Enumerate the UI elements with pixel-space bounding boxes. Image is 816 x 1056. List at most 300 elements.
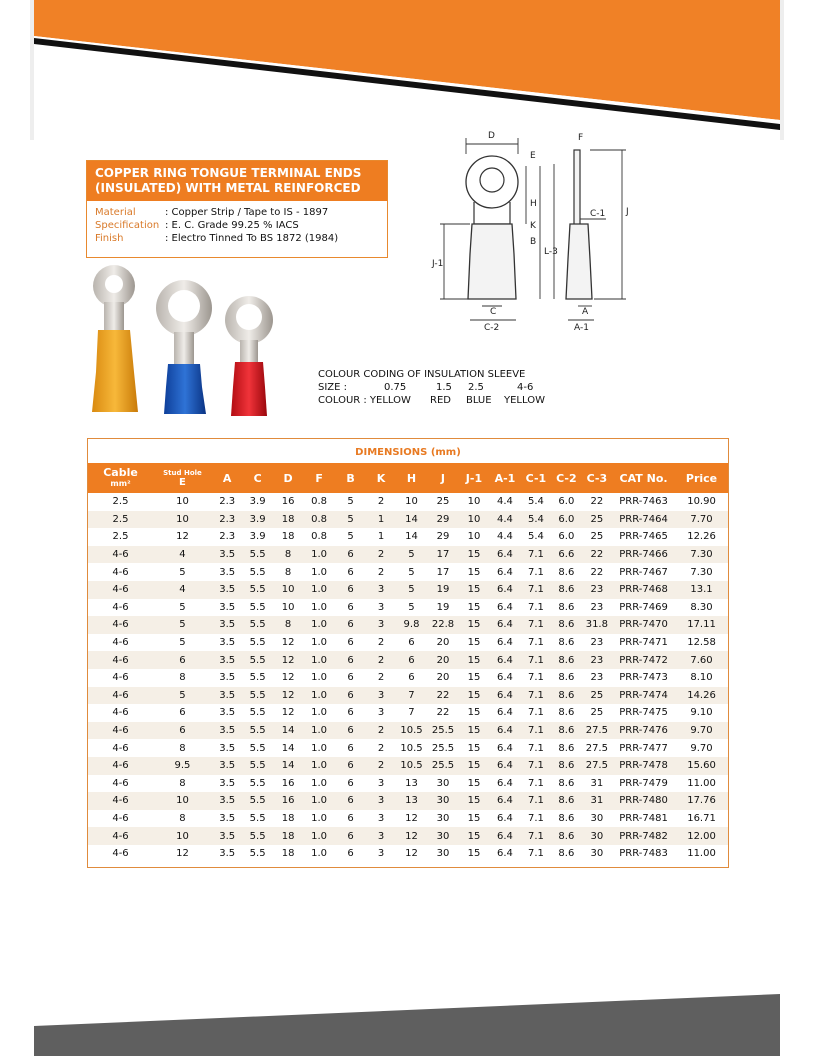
table-cell: 7.70 bbox=[675, 511, 728, 529]
table-cell: 12 bbox=[405, 812, 418, 824]
table-cell: 7.1 bbox=[527, 707, 544, 719]
table-cell: 3.5 bbox=[219, 672, 236, 684]
table-cell: 2 bbox=[377, 566, 385, 578]
table-cell: 15 bbox=[459, 827, 489, 845]
table-cell: PRR-7474 bbox=[612, 687, 675, 705]
table-cell: PRR-7482 bbox=[612, 827, 675, 845]
table-cell: 7.1 bbox=[527, 672, 544, 684]
table-cell: 12 bbox=[281, 707, 295, 719]
table-cell: 3 bbox=[366, 792, 395, 810]
table-cell: 15 bbox=[467, 672, 481, 684]
table-cell: 30 bbox=[436, 812, 450, 824]
table-cell: 8.6 bbox=[551, 722, 581, 740]
table-cell: 7.1 bbox=[521, 546, 551, 564]
colour-coding-heading: COLOUR CODING OF INSULATION SLEEVE bbox=[318, 369, 526, 380]
table-cell: 30 bbox=[436, 777, 450, 789]
table-header-row bbox=[88, 463, 728, 493]
table-cell: 3.5 bbox=[219, 566, 236, 578]
table-cell: 14 bbox=[273, 722, 303, 740]
label-a1: A-1 bbox=[574, 323, 589, 333]
table-cell: 6.6 bbox=[551, 546, 581, 564]
table-cell: 31 bbox=[590, 777, 604, 789]
table-cell: 25.5 bbox=[427, 757, 458, 775]
table-cell: 6 bbox=[179, 707, 186, 719]
table-cell: 2 bbox=[377, 742, 385, 754]
table-cell: 27.5 bbox=[585, 742, 608, 754]
table-cell: 31.8 bbox=[582, 616, 612, 634]
table-cell: 1.0 bbox=[303, 687, 334, 705]
table-cell: 25 bbox=[582, 687, 612, 705]
label-c1: C-1 bbox=[590, 209, 606, 219]
table-cell: 5.5 bbox=[249, 777, 266, 789]
table-cell: 8.6 bbox=[551, 581, 581, 599]
table-cell: 7.1 bbox=[521, 687, 551, 705]
table-cell: 1.0 bbox=[303, 546, 334, 564]
table-cell: 10.5 bbox=[396, 722, 427, 740]
table-cell: 6.4 bbox=[496, 848, 513, 860]
header-c: C bbox=[242, 463, 272, 493]
table-cell: PRR-7475 bbox=[619, 707, 668, 719]
table-cell: 8.6 bbox=[558, 812, 575, 824]
table-cell: 3 bbox=[366, 581, 395, 599]
table-cell: 30 bbox=[590, 812, 604, 824]
header-c1: C-1 bbox=[521, 463, 551, 493]
table-cell: 7.1 bbox=[521, 581, 551, 599]
table-cell: PRR-7477 bbox=[619, 742, 668, 754]
table-cell: 11.00 bbox=[687, 777, 716, 789]
colour-coding bbox=[318, 368, 545, 407]
table-caption: DIMENSIONS (mm) bbox=[355, 447, 461, 458]
table-cell: 3.5 bbox=[219, 777, 236, 789]
table-cell: 12 bbox=[273, 651, 303, 669]
table-cell: 7 bbox=[396, 687, 427, 705]
table-cell: 3.5 bbox=[219, 742, 236, 754]
table-cell: 5 bbox=[179, 566, 186, 578]
table-cell: 14 bbox=[396, 511, 427, 529]
table-cell: 12.00 bbox=[675, 827, 728, 845]
table-cell: 30 bbox=[590, 848, 604, 860]
table-cell: 2.5 bbox=[88, 511, 153, 529]
table-cell: 5.5 bbox=[242, 757, 272, 775]
table-cell: 8.6 bbox=[558, 601, 575, 613]
table-cell: 18 bbox=[281, 812, 295, 824]
table-cell: 13 bbox=[405, 777, 418, 789]
table-cell: 5.5 bbox=[249, 672, 266, 684]
table-row bbox=[88, 616, 728, 634]
table-cell: 2.5 bbox=[112, 531, 129, 543]
table-cell: 0.8 bbox=[311, 496, 328, 508]
table-cell: 4-6 bbox=[88, 687, 153, 705]
table-cell: 1.0 bbox=[303, 616, 334, 634]
table-cell: 3.9 bbox=[249, 496, 266, 508]
table-cell: 4-6 bbox=[112, 848, 129, 860]
table-cell: 9.70 bbox=[675, 722, 728, 740]
table-cell: PRR-7468 bbox=[612, 581, 675, 599]
header-j1: J-1 bbox=[459, 463, 489, 493]
table-row bbox=[88, 845, 728, 863]
table-cell: 22 bbox=[590, 496, 604, 508]
table-cell: 12 bbox=[273, 687, 303, 705]
table-cell: 12 bbox=[281, 672, 295, 684]
table-cell: 23 bbox=[582, 651, 612, 669]
table-cell: 23 bbox=[590, 672, 604, 684]
table-cell: 25 bbox=[590, 707, 604, 719]
table-cell: 3.5 bbox=[212, 757, 242, 775]
table-row bbox=[88, 528, 728, 546]
product-title-box bbox=[86, 160, 388, 258]
table-cell: 3.9 bbox=[249, 531, 266, 543]
spec-finish: Finish : Electro Tinned To BS 1872 (1984) bbox=[95, 233, 339, 244]
table-cell: 5 bbox=[408, 566, 415, 578]
table-cell: 17.76 bbox=[675, 792, 728, 810]
table-cell: PRR-7473 bbox=[619, 672, 668, 684]
table-cell: 5.5 bbox=[249, 637, 266, 649]
header-b: B bbox=[335, 463, 366, 493]
table-row bbox=[88, 687, 728, 705]
header-c3: C-3 bbox=[582, 463, 612, 493]
table-cell: 1.0 bbox=[311, 812, 328, 824]
table-cell: 6 bbox=[335, 546, 366, 564]
table-cell: 8 bbox=[179, 812, 186, 824]
table-cell: 7.1 bbox=[521, 792, 551, 810]
table-cell: 15.60 bbox=[675, 757, 728, 775]
table-row bbox=[88, 827, 728, 845]
table-cell: 6 bbox=[408, 672, 415, 684]
table-cell: 5.5 bbox=[249, 601, 266, 613]
table-cell: 10 bbox=[153, 792, 212, 810]
table-cell: 5.5 bbox=[242, 827, 272, 845]
table-cell: 1.0 bbox=[311, 707, 328, 719]
table-cell: 1.0 bbox=[311, 848, 328, 860]
table-cell: 3 bbox=[377, 707, 385, 719]
table-cell: 14.26 bbox=[675, 687, 728, 705]
label-l3: L-3 bbox=[544, 247, 558, 257]
table-cell: 10.5 bbox=[396, 757, 427, 775]
blue-terminal bbox=[156, 280, 212, 414]
table-cell: 2 bbox=[377, 637, 385, 649]
table-cell: 3.9 bbox=[242, 511, 272, 529]
table-cell: 1.0 bbox=[311, 637, 328, 649]
table-cell: 7.60 bbox=[675, 651, 728, 669]
table-cell: 6 bbox=[396, 651, 427, 669]
table-cell: 4.4 bbox=[496, 531, 513, 543]
table-cell: PRR-7467 bbox=[619, 566, 668, 578]
table-cell: 7.1 bbox=[521, 757, 551, 775]
table-cell: 5.5 bbox=[242, 651, 272, 669]
table-cell: 5.5 bbox=[242, 546, 272, 564]
table-cell: 6 bbox=[335, 581, 366, 599]
table-cell: 1.0 bbox=[311, 742, 328, 754]
table-cell: 0.8 bbox=[311, 531, 328, 543]
table-cell: 15 bbox=[459, 722, 489, 740]
table-cell: 6 bbox=[335, 792, 366, 810]
table-cell: 12.26 bbox=[687, 531, 716, 543]
table-cell: 1.0 bbox=[311, 672, 328, 684]
header-price: Price bbox=[675, 463, 728, 493]
table-cell: 12 bbox=[396, 827, 427, 845]
table-cell: PRR-7480 bbox=[612, 792, 675, 810]
product-photo bbox=[84, 262, 280, 428]
table-cell: 6 bbox=[347, 566, 354, 578]
table-cell: 25.5 bbox=[431, 742, 455, 754]
label-c2: C-2 bbox=[484, 323, 500, 333]
table-cell: 6 bbox=[347, 707, 354, 719]
table-cell: 6 bbox=[335, 827, 366, 845]
table-cell: 7.1 bbox=[521, 827, 551, 845]
table-cell: PRR-7481 bbox=[619, 812, 668, 824]
table-cell: 7.1 bbox=[527, 812, 544, 824]
spec-list bbox=[87, 201, 387, 245]
table-body bbox=[88, 493, 728, 862]
header-c2: C-2 bbox=[551, 463, 581, 493]
table-cell: 6.4 bbox=[496, 742, 513, 754]
table-cell: 2 bbox=[377, 496, 385, 508]
table-cell: 3.5 bbox=[212, 687, 242, 705]
table-cell: 2.5 bbox=[112, 496, 129, 508]
header-f: F bbox=[303, 463, 334, 493]
table-cell: 14 bbox=[273, 757, 303, 775]
table-cell: 5 bbox=[153, 616, 212, 634]
table-cell: 5.5 bbox=[242, 792, 272, 810]
table-cell: 16 bbox=[281, 777, 295, 789]
table-cell: 5 bbox=[396, 546, 427, 564]
table-cell: 5.4 bbox=[527, 531, 544, 543]
table-row bbox=[88, 704, 728, 722]
table-row bbox=[88, 651, 728, 669]
table-cell: 23 bbox=[582, 581, 612, 599]
table-cell: 10.5 bbox=[400, 742, 423, 754]
table-cell: 5 bbox=[153, 687, 212, 705]
table-cell: 25 bbox=[590, 531, 604, 543]
table-cell: 3.5 bbox=[212, 722, 242, 740]
table-cell: 7.1 bbox=[527, 777, 544, 789]
table-cell: 20 bbox=[427, 651, 458, 669]
table-cell: PRR-7478 bbox=[612, 757, 675, 775]
table-cell: 6.4 bbox=[496, 566, 513, 578]
table-cell: 3 bbox=[377, 601, 385, 613]
table-cell: 6 bbox=[335, 616, 366, 634]
table-cell: 16 bbox=[273, 792, 303, 810]
table-cell: 8.6 bbox=[551, 687, 581, 705]
table-cell: 6 bbox=[347, 848, 354, 860]
product-title: COPPER RING TONGUE TERMINAL ENDS (INSULATED) WITH METAL REINFORCED bbox=[87, 161, 387, 201]
table-row bbox=[88, 669, 728, 687]
table-cell: 3.5 bbox=[212, 792, 242, 810]
table-cell: 1.0 bbox=[303, 792, 334, 810]
table-cell: 3 bbox=[366, 687, 395, 705]
table-cell: 15 bbox=[467, 601, 481, 613]
table-cell: 2.3 bbox=[219, 496, 236, 508]
table-cell: 8.6 bbox=[551, 651, 581, 669]
table-cell: 4-6 bbox=[88, 616, 153, 634]
table-cell: 6 bbox=[347, 601, 354, 613]
label-a: A bbox=[582, 307, 589, 317]
table-cell: 6.4 bbox=[496, 707, 513, 719]
table-row bbox=[88, 581, 728, 599]
table-cell: 8.6 bbox=[558, 637, 575, 649]
table-cell: 4-6 bbox=[88, 722, 153, 740]
table-cell: 3.5 bbox=[212, 581, 242, 599]
table-cell: 6.4 bbox=[489, 827, 520, 845]
table-cell: 15 bbox=[459, 757, 489, 775]
table-cell: 5.5 bbox=[242, 616, 272, 634]
table-cell: 0.8 bbox=[303, 511, 334, 529]
table-cell: 20 bbox=[436, 637, 450, 649]
table-cell: 8 bbox=[179, 742, 186, 754]
table-cell: 8 bbox=[179, 672, 186, 684]
table-cell: 15 bbox=[459, 687, 489, 705]
table-cell: 17 bbox=[427, 546, 458, 564]
table-cell: 4-6 bbox=[112, 742, 129, 754]
table-cell: 23 bbox=[590, 637, 604, 649]
table-cell: 10 bbox=[153, 827, 212, 845]
table-cell: 4-6 bbox=[112, 812, 129, 824]
table-cell: 5.5 bbox=[249, 812, 266, 824]
table-cell: 6.4 bbox=[489, 757, 520, 775]
table-cell: 12 bbox=[281, 637, 295, 649]
table-cell: 10 bbox=[467, 496, 481, 508]
table-cell: 5 bbox=[408, 601, 415, 613]
table-cell: 9.10 bbox=[690, 707, 713, 719]
table-cell: 17.11 bbox=[675, 616, 728, 634]
table-cell: 2 bbox=[366, 757, 395, 775]
table-cell: 1.0 bbox=[303, 722, 334, 740]
table-cell: 1.0 bbox=[303, 827, 334, 845]
table-row bbox=[88, 493, 728, 511]
table-cell: PRR-7470 bbox=[612, 616, 675, 634]
table-cell: 15 bbox=[459, 616, 489, 634]
label-c: C bbox=[490, 307, 497, 317]
table-cell: 15 bbox=[459, 581, 489, 599]
header-j: J bbox=[427, 463, 458, 493]
table-cell: 18 bbox=[281, 531, 295, 543]
table-cell: 3 bbox=[366, 827, 395, 845]
table-cell: 20 bbox=[436, 672, 450, 684]
table-cell: PRR-7479 bbox=[619, 777, 668, 789]
table-cell: 4-6 bbox=[112, 601, 129, 613]
table-cell: 1.0 bbox=[311, 777, 328, 789]
dimension-diagram bbox=[430, 124, 640, 339]
table-cell: 3 bbox=[377, 777, 385, 789]
table-cell: 9.5 bbox=[153, 757, 212, 775]
header-cat-no: CAT No. bbox=[612, 463, 675, 493]
table-cell: 2 bbox=[366, 546, 395, 564]
table-cell: 1.0 bbox=[311, 566, 328, 578]
header-h: H bbox=[396, 463, 427, 493]
spec-material: Material : Copper Strip / Tape to IS - 1897 bbox=[95, 207, 329, 218]
table-cell: 9.70 bbox=[690, 742, 713, 754]
table-cell: 4 bbox=[153, 581, 212, 599]
table-cell: 6.4 bbox=[496, 812, 513, 824]
table-cell: 5 bbox=[335, 511, 366, 529]
table-cell: 7.30 bbox=[675, 546, 728, 564]
table-cell: 5 bbox=[179, 637, 186, 649]
table-row bbox=[88, 775, 728, 793]
table-cell: 6.4 bbox=[496, 637, 513, 649]
table-cell: 30 bbox=[427, 792, 458, 810]
table-cell: 8.6 bbox=[558, 672, 575, 684]
table-cell: 27.5 bbox=[582, 757, 612, 775]
table-cell: 3.5 bbox=[212, 546, 242, 564]
table-cell: 8.6 bbox=[558, 777, 575, 789]
dimensions-table bbox=[87, 438, 729, 868]
table-cell: 12.58 bbox=[687, 637, 716, 649]
label-e: E bbox=[530, 151, 536, 161]
table-cell: 9.8 bbox=[396, 616, 427, 634]
table-cell: 6.0 bbox=[558, 531, 575, 543]
table-cell: 22 bbox=[436, 707, 450, 719]
table-cell: PRR-7463 bbox=[619, 496, 668, 508]
table-cell: 22 bbox=[590, 566, 604, 578]
table-cell: 3.5 bbox=[219, 848, 236, 860]
table-cell: PRR-7476 bbox=[612, 722, 675, 740]
table-cell: PRR-7465 bbox=[619, 531, 668, 543]
table-cell: 6 bbox=[335, 651, 366, 669]
table-cell: PRR-7472 bbox=[612, 651, 675, 669]
table-cell: 13 bbox=[396, 792, 427, 810]
table-cell: 3.5 bbox=[212, 651, 242, 669]
table-cell: 7.1 bbox=[527, 637, 544, 649]
table-cell: 2.3 bbox=[212, 511, 242, 529]
table-cell: 8 bbox=[273, 546, 303, 564]
table-cell: 18 bbox=[273, 511, 303, 529]
table-cell: 15 bbox=[467, 637, 481, 649]
header-cable: Cable mm² bbox=[88, 463, 153, 493]
table-cell: PRR-7483 bbox=[619, 848, 668, 860]
table-cell: 18 bbox=[281, 848, 295, 860]
table-cell: 3.5 bbox=[219, 707, 236, 719]
table-cell: 22 bbox=[427, 687, 458, 705]
table-row bbox=[88, 511, 728, 529]
table-cell: 29 bbox=[427, 511, 458, 529]
table-cell: 10 bbox=[459, 511, 489, 529]
table-cell: 15 bbox=[459, 546, 489, 564]
table-cell: 5.4 bbox=[521, 511, 551, 529]
table-cell: 15 bbox=[467, 742, 481, 754]
header-stud-hole: Stud Hole E bbox=[153, 463, 212, 493]
table-row bbox=[88, 722, 728, 740]
table-cell: 8.6 bbox=[558, 566, 575, 578]
table-cell: 1.0 bbox=[303, 757, 334, 775]
table-cell: 4-6 bbox=[112, 566, 129, 578]
table-cell: 4.4 bbox=[489, 511, 520, 529]
footer-band bbox=[0, 990, 816, 1056]
table-cell: 5.4 bbox=[527, 496, 544, 508]
table-row bbox=[88, 739, 728, 757]
table-cell: 1.0 bbox=[303, 581, 334, 599]
header-a: A bbox=[212, 463, 242, 493]
table-cell: 25.5 bbox=[427, 722, 458, 740]
colour-row: COLOUR : YELLOW RED BLUE YELLOW bbox=[318, 395, 545, 406]
table-cell: 30 bbox=[427, 827, 458, 845]
table-cell: 6.4 bbox=[489, 687, 520, 705]
table-cell: 8.6 bbox=[558, 848, 575, 860]
label-j: J bbox=[626, 207, 629, 217]
table-cell: 4-6 bbox=[112, 707, 129, 719]
table-cell: 6 bbox=[335, 687, 366, 705]
header-k: K bbox=[366, 463, 395, 493]
table-cell: 11.00 bbox=[687, 848, 716, 860]
table-cell: 8.6 bbox=[551, 757, 581, 775]
table-cell: 6.4 bbox=[496, 601, 513, 613]
table-cell: 5 bbox=[347, 496, 354, 508]
table-cell: 2 bbox=[366, 722, 395, 740]
table-cell: 13.1 bbox=[675, 581, 728, 599]
table-cell: 6.4 bbox=[489, 651, 520, 669]
table-cell: 15 bbox=[459, 651, 489, 669]
table-cell: 10 bbox=[153, 511, 212, 529]
table-cell: 3.5 bbox=[219, 601, 236, 613]
